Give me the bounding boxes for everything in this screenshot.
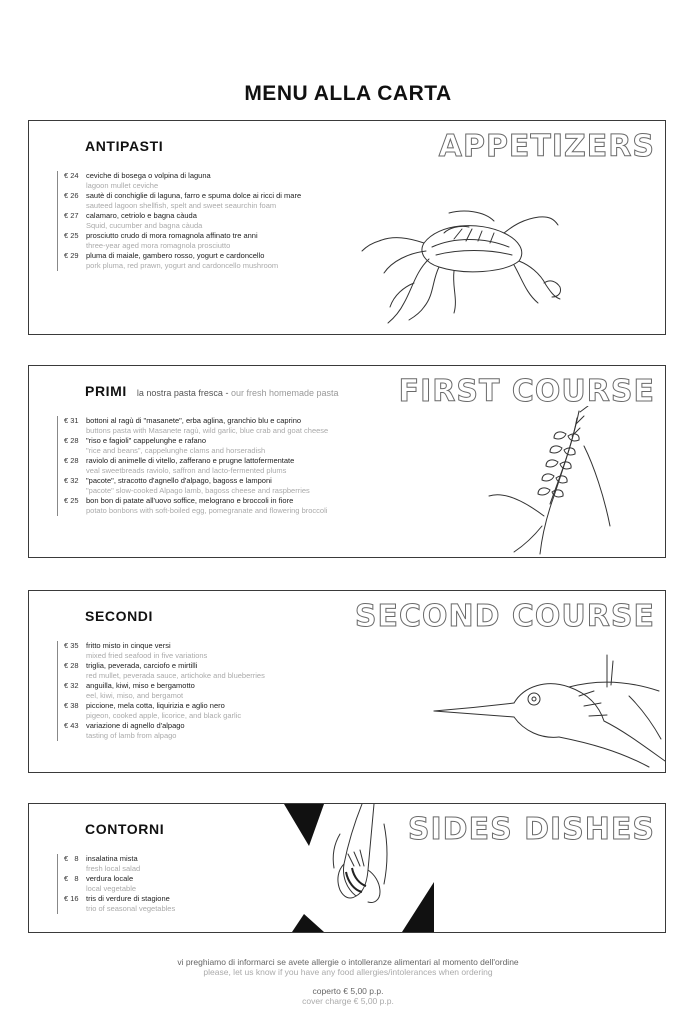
item-name-italian: bon bon di patate all'uovo soffice, melograno e broccoli in fiore: [86, 496, 294, 505]
section-title: CONTORNI: [85, 821, 165, 837]
item-name-italian: bottoni al ragù di "masanete", erba aglina, granchio blu e caprino: [86, 416, 302, 425]
menu-item: [58, 171, 418, 191]
item-name-italian: verdura locale: [86, 874, 134, 883]
heron-illustration: [429, 651, 666, 771]
item-name-english: "rice and beans", cappelunghe clams and horseradish: [86, 446, 266, 455]
item-price: € 43: [64, 721, 79, 730]
section-title: SECONDI: [85, 608, 153, 624]
item-name-english: trio of seasonal vegetables: [86, 904, 176, 913]
section-title-english: APPETIZERS: [438, 129, 655, 164]
menu-item: [58, 476, 418, 496]
hands-illustration: [284, 804, 434, 933]
item-name-italian: pluma di maiale, gambero rosso, yogurt e cardoncello: [86, 251, 265, 260]
item-name-english: tasting of lamb from alpago: [86, 731, 177, 740]
cover-charge: [0, 986, 696, 1006]
section-title-english: FIRST COURSE: [398, 374, 655, 409]
section-subtitle: [137, 388, 339, 398]
item-price: € 24: [64, 171, 79, 180]
item-name-italian: tris di verdure di stagione: [86, 894, 170, 903]
item-price: € 25: [64, 496, 79, 505]
item-price: € 32: [64, 681, 79, 690]
menu-item: [58, 416, 418, 436]
item-name-italian: "riso e fagioli" cappelunghe e rafano: [86, 436, 206, 445]
wheat-illustration: [484, 406, 624, 556]
allergy-note: [0, 957, 696, 977]
item-name-english: eel, kiwi, miso, and bergamot: [86, 691, 184, 700]
menu-item: [58, 496, 418, 516]
item-name-english: mixed fried seafood in five variations: [86, 651, 208, 660]
item-name-italian: "pacote", stracotto d'agnello d'alpago, bagoss e lamponi: [86, 476, 272, 485]
menu-item: [58, 661, 418, 681]
item-price: € 31: [64, 416, 79, 425]
item-name-italian: calamaro, cetriolo e bagna càuda: [86, 211, 197, 220]
allergy-note-italian: vi preghiamo di informarci se avete allergie o intolleranze alimentari al momento dell'ordine: [177, 957, 519, 967]
item-name-italian: prosciutto crudo di mora romagnola affinato tre anni: [86, 231, 258, 240]
item-price: € 28: [64, 661, 79, 670]
item-name-italian: raviolo di animelle di vitello, zafferano e prugne lattofermentate: [86, 456, 295, 465]
menu-items: [57, 416, 418, 516]
item-name-italian: insalatina mista: [86, 854, 138, 863]
crab-illustration: [354, 203, 584, 328]
menu-item: [58, 641, 418, 661]
item-name-english: pigeon, cooked apple, licorice, and black garlic: [86, 711, 242, 720]
cover-charge-italian: coperto € 5,00 p.p.: [312, 986, 384, 996]
item-price: € 8: [64, 874, 79, 883]
menu-item: [58, 681, 418, 701]
item-name-italian: fritto misto in cinque versi: [86, 641, 171, 650]
item-name-english: fresh local salad: [86, 864, 141, 873]
item-name-english: pork pluma, red prawn, yogurt and cardoncello mushroom: [86, 261, 279, 270]
section-contorni: [28, 803, 666, 933]
item-price: € 29: [64, 251, 79, 260]
menu-items: [57, 641, 418, 741]
allergy-note-english: please, let us know if you have any food allergies/intolerances when ordering: [203, 967, 493, 977]
item-price: € 32: [64, 476, 79, 485]
section-primi: [28, 365, 666, 558]
item-name-italian: sautè di conchiglie di laguna, farro e spuma dolce ai ricci di mare: [86, 191, 302, 200]
item-price: € 25: [64, 231, 79, 240]
section-title-english: SIDES DISHES: [407, 812, 655, 847]
item-name-english: local vegetable: [86, 884, 137, 893]
subtitle-separator: -: [222, 388, 231, 398]
item-name-english: buttons pasta with Masanete ragù, wild garlic, blue crab and goat cheese: [86, 426, 329, 435]
cover-charge-english: cover charge € 5,00 p.p.: [302, 996, 394, 1006]
item-name-italian: anguilla, kiwi, miso e bergamotto: [86, 681, 195, 690]
item-price: € 38: [64, 701, 79, 710]
subtitle-italian: la nostra pasta fresca: [136, 388, 223, 398]
menu-item: [58, 436, 418, 456]
item-price: € 28: [64, 456, 79, 465]
item-name-english: red mullet, peverada sauce, artichoke and blueberries: [86, 671, 265, 680]
item-name-english: sauteed lagoon shellfish, spelt and sweet seaurchin foam: [86, 201, 277, 210]
menu-title: MENU ALLA CARTA: [244, 82, 452, 105]
item-name-italian: triglia, peverada, carciofo e mirtilli: [86, 661, 198, 670]
section-title: PRIMI: [85, 383, 127, 399]
section-antipasti: [28, 120, 666, 335]
item-price: € 26: [64, 191, 79, 200]
item-name-english: "pacote" slow-cooked Alpago lamb, bagoss cheese and raspberries: [86, 486, 310, 495]
section-secondi: [28, 590, 666, 773]
item-name-italian: variazione di agnello d'alpago: [86, 721, 185, 730]
item-name-english: Squid, cucumber and bagna càuda: [86, 221, 203, 230]
subtitle-english: our fresh homemade pasta: [230, 388, 339, 398]
item-name-italian: piccione, mela cotta, liquirizia e aglio nero: [86, 701, 225, 710]
menu-item: [58, 456, 418, 476]
item-name-italian: ceviche di bosega o volpina di laguna: [86, 171, 211, 180]
item-name-english: veal sweetbreads raviolo, saffron and lacto-fermented plums: [86, 466, 287, 475]
item-price: € 8: [64, 854, 79, 863]
item-name-english: lagoon mullet ceviche: [86, 181, 159, 190]
item-price: € 35: [64, 641, 79, 650]
item-price: € 28: [64, 436, 79, 445]
section-title: ANTIPASTI: [85, 138, 164, 154]
item-price: € 16: [64, 894, 79, 903]
item-name-english: potato bonbons with soft-boiled egg, pomegranate and flowering broccoli: [86, 506, 328, 515]
menu-item: [58, 721, 418, 741]
item-price: € 27: [64, 211, 79, 220]
item-name-english: three-year aged mora romagnola prosciutto: [86, 241, 231, 250]
section-title-english: SECOND COURSE: [354, 599, 655, 634]
menu-item: [58, 701, 418, 721]
